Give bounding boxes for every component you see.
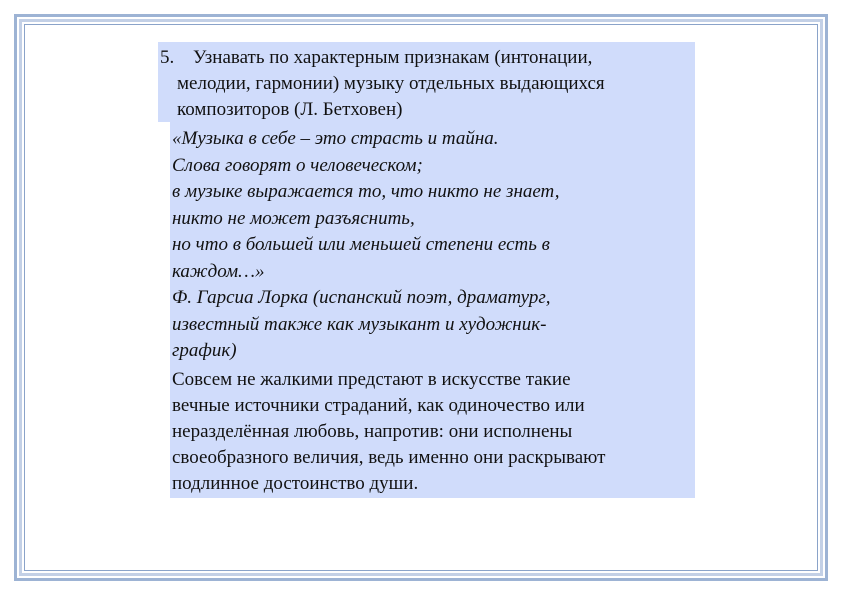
quote-attribution-line: график): [172, 340, 237, 361]
quote-attribution-line: Ф. Гарсиа Лорка (испанский поэт, драматург,: [172, 287, 551, 308]
body-paragraph: [170, 364, 695, 498]
body-line: неразделённая любовь, напротив: они исполнены: [172, 421, 573, 442]
heading-text-1: Узнавать по характерным признакам (интонации,: [193, 47, 593, 68]
heading-line-2: мелодии, гармонии) музыку отдельных выдающихся: [177, 73, 605, 94]
body-line: вечные источники страданий, как одиночество или: [172, 395, 585, 416]
quote-line: никто не может разъяснить,: [172, 207, 415, 229]
heading-line-3: композиторов (Л. Бетховен): [177, 99, 403, 120]
quote-line: «Музыка в себе – это страсть и тайна.: [172, 128, 499, 149]
quote-line: Слова говорят о человеческом;: [172, 154, 423, 176]
body-line: своеобразного величия, ведь именно они раскрывают: [172, 447, 606, 468]
body-line: Совсем не жалкими предстают в искусстве такие: [172, 369, 571, 390]
heading-line-1: [160, 45, 691, 71]
heading-block: [158, 42, 695, 122]
quote-line: но что в большей или меньшей степени есть в: [172, 234, 550, 255]
list-number: 5.: [160, 47, 175, 68]
body-line: подлинное достоинство души.: [172, 473, 419, 494]
quote-line: в музыке выражается то, что никто не знает,: [172, 181, 560, 202]
quote-block: [170, 122, 695, 364]
quote-attribution-line: известный также как музыкант и художник-: [172, 313, 547, 335]
quote-line: каждом…»: [172, 260, 265, 282]
